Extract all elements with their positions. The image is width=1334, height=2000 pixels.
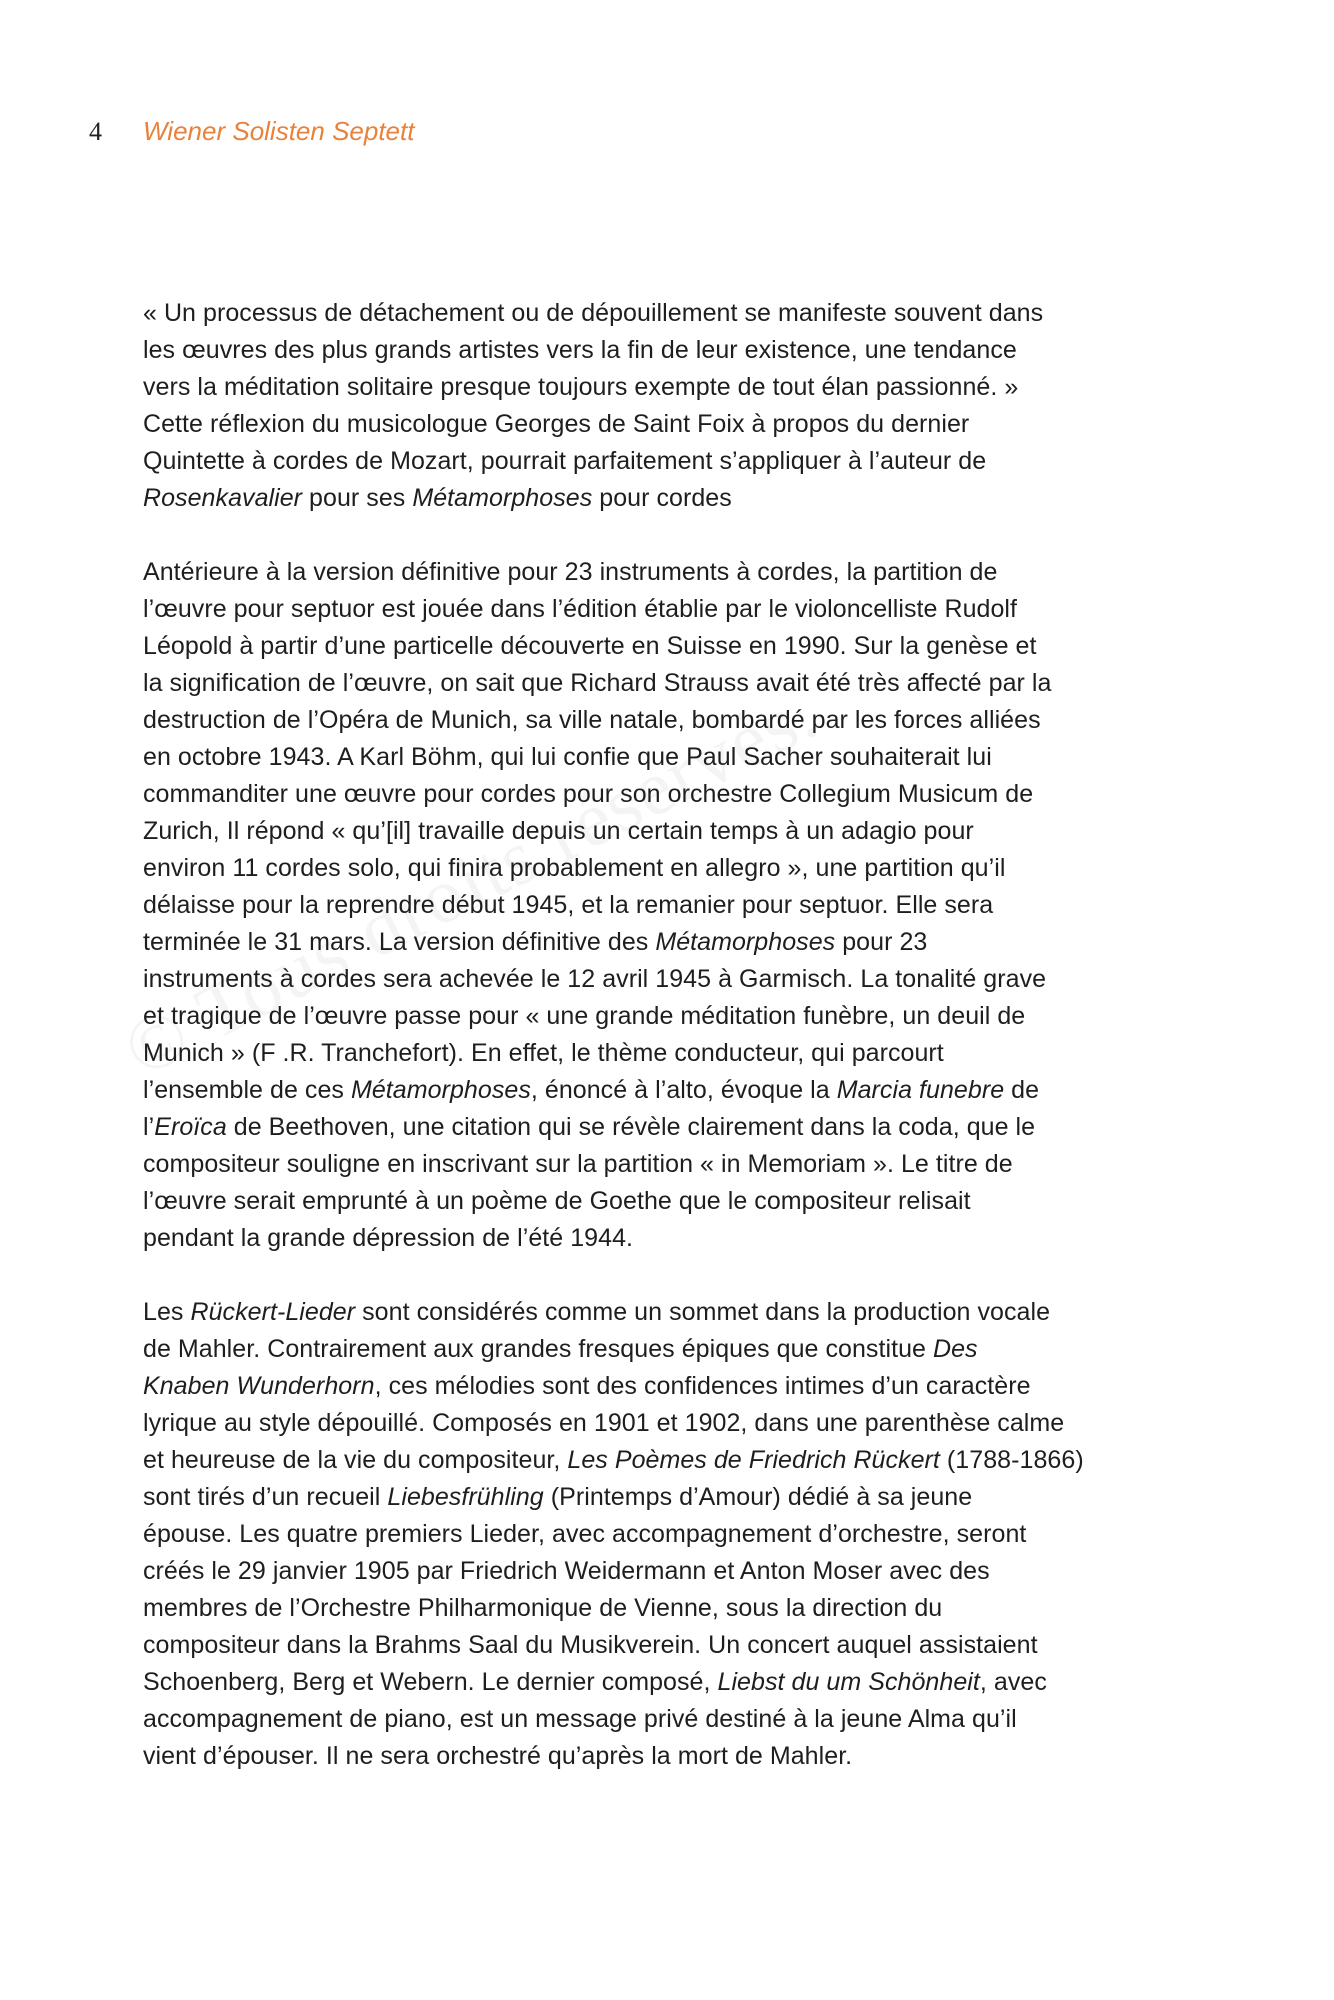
text-line bbox=[143, 850, 1203, 887]
text-line bbox=[143, 887, 1203, 924]
text-run: (Printemps d’Amour) dédié à sa jeune bbox=[543, 1483, 973, 1511]
text-run: , ces mélodies sont des confidences intimes d’un caractère bbox=[374, 1372, 1031, 1400]
text-line bbox=[143, 1627, 1203, 1664]
text-run: pour ses bbox=[302, 484, 413, 512]
text-line bbox=[143, 1516, 1203, 1553]
text-line bbox=[143, 1146, 1203, 1183]
text-line bbox=[143, 702, 1203, 739]
text-run: délaisse pour la reprendre début 1945, et la remanier pour septuor. Elle sera bbox=[143, 891, 994, 919]
text-line bbox=[143, 591, 1203, 628]
text-run: terminée le 31 mars. La version définitive des bbox=[143, 928, 656, 956]
text-line bbox=[143, 332, 1203, 369]
text-run: la signification de l’œuvre, on sait que Richard Strauss avait été très affecté par la bbox=[143, 669, 1052, 697]
italic-text: Rosenkavalier bbox=[143, 484, 303, 512]
paragraph bbox=[143, 1294, 1203, 1775]
text-run: pendant la grande dépression de l’été 1944. bbox=[143, 1224, 634, 1252]
text-line bbox=[143, 1220, 1203, 1257]
text-run: (1788-1866) bbox=[939, 1446, 1084, 1474]
italic-text: Des bbox=[932, 1335, 978, 1363]
italic-text: Les Poèmes de Friedrich Rückert bbox=[567, 1446, 940, 1474]
italic-text: Liebst du um Schönheit bbox=[717, 1668, 980, 1696]
text-run: Zurich, Il répond « qu’[il] travaille depuis un certain temps à un adagio pour bbox=[143, 817, 974, 845]
text-line bbox=[143, 813, 1203, 850]
text-run: lyrique au style dépouillé. Composés en 1901 et 1902, dans une parenthèse calme bbox=[143, 1409, 1065, 1437]
text-line bbox=[143, 295, 1203, 332]
text-run: vers la méditation solitaire presque toujours exempte de tout élan passionné. » bbox=[143, 373, 1019, 401]
text-run: accompagnement de piano, est un message privé destiné à la jeune Alma qu’il bbox=[143, 1705, 1017, 1733]
text-line bbox=[143, 443, 1203, 480]
text-line bbox=[143, 1183, 1203, 1220]
text-run: en octobre 1943. A Karl Böhm, qui lui confie que Paul Sacher souhaiterait lui bbox=[143, 743, 992, 771]
article-body bbox=[143, 295, 1203, 1812]
text-run: l’œuvre serait emprunté à un poème de Goethe que le compositeur relisait bbox=[143, 1187, 971, 1215]
text-run: de Beethoven, une citation qui se révèle clairement dans la coda, que le bbox=[226, 1113, 1036, 1141]
text-run: Schoenberg, Berg et Webern. Le dernier composé, bbox=[143, 1668, 718, 1696]
italic-text: Rückert-Lieder bbox=[190, 1298, 356, 1326]
text-line bbox=[143, 1072, 1203, 1109]
text-line bbox=[143, 1553, 1203, 1590]
text-run: les œuvres des plus grands artistes vers la fin de leur existence, une tendance bbox=[143, 336, 1017, 364]
text-line bbox=[143, 998, 1203, 1035]
text-run: de bbox=[1004, 1076, 1040, 1104]
text-line bbox=[143, 554, 1203, 591]
page-header bbox=[89, 116, 414, 152]
text-run: « Un processus de détachement ou de dépouillement se manifeste souvent dans bbox=[143, 299, 1044, 327]
italic-text: Liebesfrühling bbox=[387, 1483, 544, 1511]
text-run: Les bbox=[143, 1298, 191, 1326]
text-line bbox=[143, 739, 1203, 776]
text-line bbox=[143, 1109, 1203, 1146]
italic-text: Métamorphoses bbox=[655, 928, 836, 956]
text-run: pour 23 bbox=[835, 928, 928, 956]
text-run: , énoncé à l’alto, évoque la bbox=[530, 1076, 837, 1104]
text-run: l’œuvre pour septuor est jouée dans l’édition établie par le violoncelliste Rudolf bbox=[143, 595, 1018, 623]
italic-text: Knaben Wunderhorn bbox=[143, 1372, 375, 1400]
text-run: l’ensemble de ces bbox=[143, 1076, 351, 1104]
text-run: compositeur souligne en inscrivant sur la partition « in Memoriam ». Le titre de bbox=[143, 1150, 1013, 1178]
text-line bbox=[143, 628, 1203, 665]
italic-text: Métamorphoses bbox=[412, 484, 593, 512]
text-run: compositeur dans la Brahms Saal du Musikverein. Un concert auquel assistaient bbox=[143, 1631, 1038, 1659]
text-run: sont considérés comme un sommet dans la production vocale bbox=[355, 1298, 1051, 1326]
text-run: épouse. Les quatre premiers Lieder, avec accompagnement d’orchestre, seront bbox=[143, 1520, 1027, 1548]
italic-text: Métamorphoses bbox=[350, 1076, 531, 1104]
text-run: pour cordes bbox=[592, 484, 732, 512]
text-line bbox=[143, 1701, 1203, 1738]
text-line bbox=[143, 776, 1203, 813]
text-line bbox=[143, 961, 1203, 998]
text-run: et heureuse de la vie du compositeur, bbox=[143, 1446, 568, 1474]
page-number: 4 bbox=[89, 117, 102, 146]
text-line bbox=[143, 924, 1203, 961]
text-line bbox=[143, 1294, 1203, 1331]
text-run: et tragique de l’œuvre passe pour « une grande méditation funèbre, un deuil de bbox=[143, 1002, 1026, 1030]
text-line bbox=[143, 1590, 1203, 1627]
text-run: destruction de l’Opéra de Munich, sa ville natale, bombardé par les forces alliées bbox=[143, 706, 1041, 734]
italic-text: Eroïca bbox=[154, 1113, 227, 1141]
text-run: environ 11 cordes solo, qui finira probablement en allegro », une partition qu’il bbox=[143, 854, 1006, 882]
text-line bbox=[143, 1331, 1203, 1368]
paragraph bbox=[143, 554, 1203, 1257]
italic-text: Marcia funebre bbox=[836, 1076, 1005, 1104]
text-run: membres de l’Orchestre Philharmonique de Vienne, sous la direction du bbox=[143, 1594, 943, 1622]
text-line bbox=[143, 1479, 1203, 1516]
text-run: Munich » (F .R. Tranchefort). En effet, le thème conducteur, qui parcourt bbox=[143, 1039, 944, 1067]
text-run: Cette réflexion du musicologue Georges de Saint Foix à propos du dernier bbox=[143, 410, 970, 438]
text-line bbox=[143, 406, 1203, 443]
text-line bbox=[143, 1035, 1203, 1072]
text-line bbox=[143, 480, 1203, 517]
text-line bbox=[143, 665, 1203, 702]
text-run: sont tirés d’un recueil bbox=[143, 1483, 388, 1511]
text-line bbox=[143, 369, 1203, 406]
text-line bbox=[143, 1405, 1203, 1442]
text-run: instruments à cordes sera achevée le 12 avril 1945 à Garmisch. La tonalité grave bbox=[143, 965, 1047, 993]
text-line bbox=[143, 1368, 1203, 1405]
text-run: commanditer une œuvre pour cordes pour son orchestre Collegium Musicum de bbox=[143, 780, 1034, 808]
text-run: , avec bbox=[979, 1668, 1047, 1696]
text-line bbox=[143, 1664, 1203, 1701]
text-run: Léopold à partir d’une particelle découverte en Suisse en 1990. Sur la genèse et bbox=[143, 632, 1037, 660]
text-line bbox=[143, 1738, 1203, 1775]
text-run: Antérieure à la version définitive pour 23 instruments à cordes, la partition de bbox=[143, 558, 998, 586]
running-title: Wiener Solisten Septett bbox=[143, 116, 415, 146]
text-line bbox=[143, 1442, 1203, 1479]
paragraph bbox=[143, 295, 1203, 517]
text-run: Quintette à cordes de Mozart, pourrait parfaitement s’appliquer à l’auteur de bbox=[143, 447, 987, 475]
text-run: vient d’épouser. Il ne sera orchestré qu’après la mort de Mahler. bbox=[143, 1742, 853, 1770]
text-run: de Mahler. Contrairement aux grandes fresques épiques que constitue bbox=[143, 1335, 933, 1363]
text-run: l’ bbox=[143, 1113, 155, 1141]
text-run: créés le 29 janvier 1905 par Friedrich Weidermann et Anton Moser avec des bbox=[143, 1557, 990, 1585]
